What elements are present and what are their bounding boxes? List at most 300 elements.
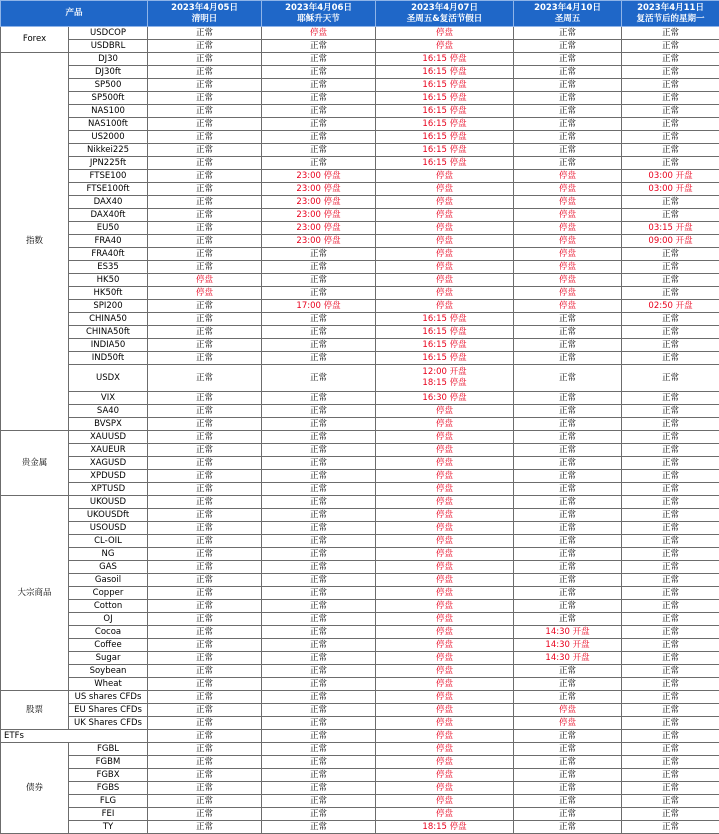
table-row — [1, 222, 719, 235]
product-cell: XAUEUR — [69, 444, 148, 457]
status-cell: 17:00 停盘 — [262, 300, 376, 313]
status-cell: 正常 — [514, 691, 622, 704]
status-cell: 正常 — [148, 300, 262, 313]
status-cell: 正常 — [622, 248, 719, 261]
status-cell: 正常 — [148, 157, 262, 170]
status-cell: 正常 — [514, 522, 622, 535]
product-cell: NG — [69, 548, 148, 561]
status-cell: 停盘 — [514, 209, 622, 222]
status-cell: 正常 — [148, 496, 262, 509]
status-cell: 正常 — [622, 105, 719, 118]
status-cell: 正常 — [148, 821, 262, 834]
status-cell: 正常 — [148, 756, 262, 769]
category-cell: 债券 — [1, 743, 69, 834]
table-row — [1, 457, 719, 470]
status-cell: 正常 — [514, 339, 622, 352]
status-cell: 正常 — [148, 79, 262, 92]
status-cell: 正常 — [262, 756, 376, 769]
status-cell: 正常 — [148, 574, 262, 587]
category-cell: Forex — [1, 27, 69, 53]
date-header-2: 2023年4月06日 耶稣升天节 — [262, 1, 376, 27]
status-cell: 正常 — [148, 170, 262, 183]
status-cell: 正常 — [148, 665, 262, 678]
status-cell: 16:15 停盘 — [376, 66, 514, 79]
status-cell: 停盘 — [376, 183, 514, 196]
status-cell: 停盘 — [376, 235, 514, 248]
table-row — [1, 118, 719, 131]
status-cell: 停盘 — [376, 405, 514, 418]
product-cell: UKOUSD — [69, 496, 148, 509]
status-cell: 正常 — [148, 730, 262, 743]
table-row — [1, 196, 719, 209]
table-row — [1, 261, 719, 274]
product-cell: US2000 — [69, 131, 148, 144]
status-cell: 停盘 — [376, 470, 514, 483]
product-cell: HK50 — [69, 274, 148, 287]
status-cell: 正常 — [262, 313, 376, 326]
status-cell: 停盘 — [514, 248, 622, 261]
status-cell: 正常 — [622, 66, 719, 79]
status-cell: 正常 — [262, 53, 376, 66]
status-cell: 正常 — [622, 326, 719, 339]
status-cell: 停盘 — [376, 769, 514, 782]
table-row — [1, 730, 719, 743]
status-cell: 停盘 — [376, 40, 514, 53]
status-cell: 正常 — [148, 535, 262, 548]
status-cell: 正常 — [148, 131, 262, 144]
status-cell: 23:00 停盘 — [262, 196, 376, 209]
status-cell: 停盘 — [376, 444, 514, 457]
status-cell: 正常 — [148, 743, 262, 756]
status-cell: 23:00 停盘 — [262, 183, 376, 196]
status-cell: 正常 — [622, 665, 719, 678]
status-cell: 正常 — [514, 92, 622, 105]
status-cell: 正常 — [148, 144, 262, 157]
status-cell: 停盘 — [376, 600, 514, 613]
status-cell: 停盘 — [376, 222, 514, 235]
product-cell: Wheat — [69, 678, 148, 691]
status-cell: 正常 — [148, 118, 262, 131]
status-cell: 正常 — [148, 782, 262, 795]
status-cell: 停盘 — [148, 274, 262, 287]
table-row — [1, 795, 719, 808]
status-cell: 16:15 停盘 — [376, 53, 514, 66]
status-cell: 正常 — [262, 261, 376, 274]
status-cell: 正常 — [148, 326, 262, 339]
status-cell: 正常 — [148, 600, 262, 613]
status-cell: 正常 — [514, 808, 622, 821]
status-cell: 停盘 — [376, 782, 514, 795]
product-header: 产品 — [1, 1, 148, 27]
product-cell: Copper — [69, 587, 148, 600]
status-cell: 正常 — [148, 235, 262, 248]
status-cell: 正常 — [148, 795, 262, 808]
status-cell: 23:00 停盘 — [262, 170, 376, 183]
product-cell: FRA40ft — [69, 248, 148, 261]
status-cell: 16:15 停盘 — [376, 118, 514, 131]
product-cell: Gasoil — [69, 574, 148, 587]
status-cell: 正常 — [514, 392, 622, 405]
status-cell: 正常 — [622, 717, 719, 730]
product-cell: SP500ft — [69, 92, 148, 105]
status-cell: 停盘 — [376, 261, 514, 274]
status-cell: 正常 — [262, 470, 376, 483]
status-cell: 正常 — [514, 548, 622, 561]
product-cell: USDBRL — [69, 40, 148, 53]
status-cell: 正常 — [148, 66, 262, 79]
status-cell: 03:00 开盘 — [622, 183, 719, 196]
status-cell: 正常 — [622, 756, 719, 769]
status-cell: 正常 — [622, 795, 719, 808]
status-cell: 正常 — [514, 457, 622, 470]
product-cell: FEI — [69, 808, 148, 821]
table-row — [1, 808, 719, 821]
status-cell: 正常 — [262, 769, 376, 782]
category-cell: 指数 — [1, 53, 69, 431]
status-cell: 停盘 — [376, 795, 514, 808]
table-row — [1, 600, 719, 613]
product-cell: DJ30ft — [69, 66, 148, 79]
table-row — [1, 470, 719, 483]
status-cell: 停盘 — [376, 730, 514, 743]
status-cell: 正常 — [148, 27, 262, 40]
status-cell: 正常 — [148, 365, 262, 392]
status-cell: 正常 — [514, 418, 622, 431]
status-cell: 正常 — [148, 769, 262, 782]
product-cell: NAS100ft — [69, 118, 148, 131]
product-cell: XAGUSD — [69, 457, 148, 470]
status-cell: 正常 — [622, 457, 719, 470]
status-cell: 02:50 开盘 — [622, 300, 719, 313]
status-cell: 正常 — [514, 756, 622, 769]
status-cell: 正常 — [514, 131, 622, 144]
status-cell: 正常 — [148, 418, 262, 431]
status-cell: 正常 — [514, 561, 622, 574]
status-cell: 正常 — [148, 444, 262, 457]
status-cell: 正常 — [622, 483, 719, 496]
status-cell: 正常 — [514, 821, 622, 834]
status-cell: 正常 — [262, 496, 376, 509]
table-row — [1, 170, 719, 183]
status-cell: 正常 — [148, 392, 262, 405]
table-row — [1, 209, 719, 222]
status-cell: 16:15 停盘 — [376, 339, 514, 352]
table-row — [1, 418, 719, 431]
status-cell: 正常 — [262, 522, 376, 535]
status-cell: 停盘 — [376, 639, 514, 652]
status-cell: 正常 — [148, 561, 262, 574]
table-row — [1, 587, 719, 600]
status-cell: 正常 — [148, 522, 262, 535]
status-cell: 正常 — [262, 821, 376, 834]
status-cell: 14:30 开盘 — [514, 626, 622, 639]
product-cell: FGBL — [69, 743, 148, 756]
status-cell: 正常 — [514, 144, 622, 157]
product-cell: FGBS — [69, 782, 148, 795]
status-cell: 正常 — [514, 105, 622, 118]
status-cell: 正常 — [148, 105, 262, 118]
status-cell: 正常 — [622, 691, 719, 704]
status-cell: 正常 — [514, 444, 622, 457]
status-cell: 正常 — [262, 548, 376, 561]
table-row — [1, 496, 719, 509]
status-cell: 正常 — [148, 339, 262, 352]
table-row — [1, 326, 719, 339]
table-row — [1, 535, 719, 548]
table-row — [1, 27, 719, 40]
status-cell: 停盘 — [376, 274, 514, 287]
table-row — [1, 717, 719, 730]
status-cell: 正常 — [262, 717, 376, 730]
status-cell: 正常 — [514, 730, 622, 743]
status-cell: 正常 — [262, 561, 376, 574]
status-cell: 停盘 — [514, 717, 622, 730]
status-cell: 正常 — [622, 639, 719, 652]
table-row — [1, 548, 719, 561]
table-row — [1, 639, 719, 652]
status-cell: 正常 — [148, 704, 262, 717]
product-cell: XPDUSD — [69, 470, 148, 483]
status-cell: 停盘 — [376, 626, 514, 639]
table-body — [1, 27, 719, 834]
status-cell: 正常 — [262, 365, 376, 392]
product-cell: Sugar — [69, 652, 148, 665]
status-cell: 正常 — [148, 183, 262, 196]
status-cell: 正常 — [262, 118, 376, 131]
status-cell: 正常 — [622, 131, 719, 144]
table-row — [1, 300, 719, 313]
status-cell: 正常 — [148, 248, 262, 261]
status-cell: 正常 — [148, 483, 262, 496]
status-cell: 正常 — [622, 782, 719, 795]
status-cell: 正常 — [622, 157, 719, 170]
status-cell: 正常 — [148, 587, 262, 600]
product-cell: VIX — [69, 392, 148, 405]
status-cell: 正常 — [622, 626, 719, 639]
status-cell: 正常 — [622, 548, 719, 561]
status-cell: 正常 — [622, 678, 719, 691]
status-cell: 正常 — [622, 613, 719, 626]
table-row — [1, 678, 719, 691]
table-row — [1, 574, 719, 587]
status-cell: 正常 — [262, 509, 376, 522]
status-cell: 正常 — [148, 352, 262, 365]
status-cell: 正常 — [148, 717, 262, 730]
table-row — [1, 144, 719, 157]
table-row — [1, 483, 719, 496]
status-cell: 正常 — [148, 470, 262, 483]
status-cell: 正常 — [514, 483, 622, 496]
table-row — [1, 405, 719, 418]
status-cell: 停盘 — [376, 431, 514, 444]
status-cell: 正常 — [148, 808, 262, 821]
status-cell: 停盘 — [514, 704, 622, 717]
status-cell: 正常 — [262, 444, 376, 457]
status-cell: 停盘 — [376, 678, 514, 691]
status-cell: 停盘 — [514, 300, 622, 313]
product-cell: HK50ft — [69, 287, 148, 300]
status-cell: 正常 — [514, 118, 622, 131]
status-cell: 23:00 停盘 — [262, 222, 376, 235]
status-cell: 正常 — [148, 613, 262, 626]
product-cell: BVSPX — [69, 418, 148, 431]
status-cell: 停盘 — [376, 652, 514, 665]
status-cell: 正常 — [622, 92, 719, 105]
status-cell — [376, 365, 514, 392]
status-cell: 正常 — [514, 743, 622, 756]
status-cell: 16:15 停盘 — [376, 79, 514, 92]
status-cell: 16:15 停盘 — [376, 92, 514, 105]
status-cell: 正常 — [262, 131, 376, 144]
status-cell: 正常 — [622, 118, 719, 131]
status-cell: 正常 — [622, 352, 719, 365]
product-cell: FGBX — [69, 769, 148, 782]
status-cell: 正常 — [622, 561, 719, 574]
status-cell: 正常 — [622, 40, 719, 53]
status-cell: 正常 — [262, 66, 376, 79]
product-cell: ES35 — [69, 261, 148, 274]
status-cell: 正常 — [262, 574, 376, 587]
status-cell: 正常 — [262, 105, 376, 118]
status-cell: 正常 — [622, 274, 719, 287]
status-cell: 正常 — [262, 248, 376, 261]
status-cell: 正常 — [148, 405, 262, 418]
status-cell: 23:00 停盘 — [262, 235, 376, 248]
status-cell: 16:15 停盘 — [376, 131, 514, 144]
product-cell: CL-OIL — [69, 535, 148, 548]
status-cell: 停盘 — [376, 743, 514, 756]
status-cell: 正常 — [514, 66, 622, 79]
table-row — [1, 444, 719, 457]
product-cell: OJ — [69, 613, 148, 626]
status-cell: 停盘 — [376, 613, 514, 626]
status-cell: 正常 — [262, 600, 376, 613]
status-cell: 正常 — [622, 808, 719, 821]
status-cell: 正常 — [622, 470, 719, 483]
status-cell: 正常 — [262, 352, 376, 365]
status-cell: 16:15 停盘 — [376, 313, 514, 326]
status-cell: 正常 — [622, 509, 719, 522]
status-cell: 正常 — [514, 157, 622, 170]
status-cell: 16:30 停盘 — [376, 392, 514, 405]
status-cell: 正常 — [148, 40, 262, 53]
status-cell: 正常 — [148, 92, 262, 105]
status-cell: 正常 — [262, 730, 376, 743]
status-cell: 正常 — [148, 196, 262, 209]
table-row — [1, 509, 719, 522]
status-cell: 停盘 — [376, 287, 514, 300]
status-cell: 停盘 — [376, 587, 514, 600]
status-cell: 正常 — [622, 144, 719, 157]
status-cell: 正常 — [514, 313, 622, 326]
status-cell: 正常 — [622, 196, 719, 209]
status-cell: 03:15 开盘 — [622, 222, 719, 235]
status-cell: 停盘 — [376, 704, 514, 717]
product-cell: Cotton — [69, 600, 148, 613]
status-cell: 正常 — [262, 626, 376, 639]
status-cell: 停盘 — [376, 535, 514, 548]
status-cell: 正常 — [148, 691, 262, 704]
status-cell: 14:30 开盘 — [514, 639, 622, 652]
status-cell: 停盘 — [376, 574, 514, 587]
status-cell: 正常 — [148, 209, 262, 222]
status-cell: 正常 — [262, 392, 376, 405]
product-cell: FLG — [69, 795, 148, 808]
status-line: 18:15 停盘 — [376, 378, 513, 389]
table-row — [1, 365, 719, 392]
product-cell: Cocoa — [69, 626, 148, 639]
status-cell: 正常 — [148, 678, 262, 691]
status-cell: 正常 — [622, 392, 719, 405]
header-row — [1, 1, 719, 27]
product-cell: NAS100 — [69, 105, 148, 118]
product-cell: FRA40 — [69, 235, 148, 248]
status-cell: 16:15 停盘 — [376, 352, 514, 365]
product-cell: SP500 — [69, 79, 148, 92]
status-cell: 停盘 — [376, 248, 514, 261]
status-cell: 正常 — [514, 470, 622, 483]
status-cell: 正常 — [262, 782, 376, 795]
category-cell: 股票 — [1, 691, 69, 730]
product-cell: XPTUSD — [69, 483, 148, 496]
category-cell: ETFs — [1, 730, 148, 743]
status-cell: 停盘 — [376, 756, 514, 769]
table-row — [1, 821, 719, 834]
category-cell: 贵金属 — [1, 431, 69, 496]
status-cell: 正常 — [262, 691, 376, 704]
status-cell: 停盘 — [514, 170, 622, 183]
status-cell: 正常 — [622, 535, 719, 548]
status-cell: 正常 — [622, 821, 719, 834]
status-cell: 正常 — [514, 431, 622, 444]
status-cell: 正常 — [514, 509, 622, 522]
status-cell: 停盘 — [262, 27, 376, 40]
status-cell: 正常 — [622, 79, 719, 92]
status-cell: 正常 — [514, 405, 622, 418]
product-cell: Nikkei225 — [69, 144, 148, 157]
product-cell: USOUSD — [69, 522, 148, 535]
status-cell: 正常 — [262, 274, 376, 287]
status-cell: 正常 — [622, 261, 719, 274]
product-cell: Soybean — [69, 665, 148, 678]
product-cell: CHINA50ft — [69, 326, 148, 339]
status-line: 12:00 开盘 — [376, 367, 513, 378]
table-row — [1, 339, 719, 352]
product-cell: SPI200 — [69, 300, 148, 313]
product-cell: TY — [69, 821, 148, 834]
status-cell: 正常 — [514, 613, 622, 626]
status-cell: 16:15 停盘 — [376, 144, 514, 157]
status-cell: 正常 — [262, 457, 376, 470]
status-cell: 正常 — [514, 678, 622, 691]
table-row — [1, 183, 719, 196]
status-cell: 停盘 — [514, 235, 622, 248]
status-cell: 停盘 — [376, 509, 514, 522]
table-row — [1, 105, 719, 118]
product-cell: SA40 — [69, 405, 148, 418]
table-row — [1, 287, 719, 300]
status-cell: 正常 — [514, 600, 622, 613]
status-cell: 正常 — [622, 405, 719, 418]
product-cell: INDIA50 — [69, 339, 148, 352]
table-row — [1, 431, 719, 444]
status-cell: 正常 — [148, 509, 262, 522]
status-cell: 16:15 停盘 — [376, 157, 514, 170]
product-cell: DJ30 — [69, 53, 148, 66]
status-cell: 正常 — [262, 652, 376, 665]
table-row — [1, 782, 719, 795]
product-cell: EU50 — [69, 222, 148, 235]
